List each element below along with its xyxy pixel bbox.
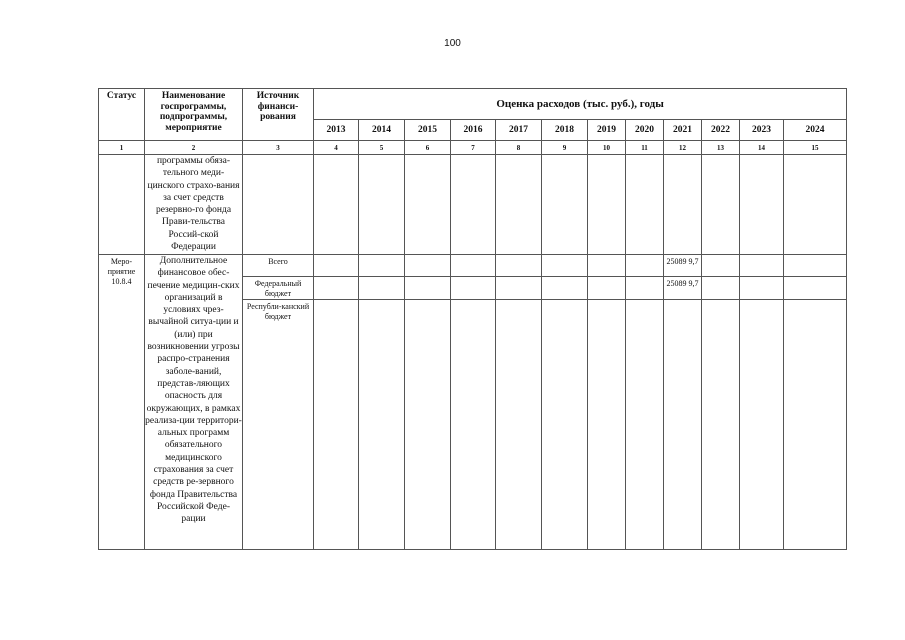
source-cell: Федеральный бюджет <box>243 277 314 300</box>
continuation-name <box>145 155 243 255</box>
empty-cell <box>496 155 542 255</box>
column-number: 2 <box>145 141 243 155</box>
column-number: 10 <box>588 141 626 155</box>
column-number: 6 <box>405 141 451 155</box>
source-cell: Республи-канский бюджет <box>243 300 314 550</box>
continuation-row <box>99 155 847 255</box>
column-number: 3 <box>243 141 314 155</box>
year-header: 2014 <box>359 120 405 141</box>
empty-cell <box>542 155 588 255</box>
empty-cell <box>702 155 740 255</box>
column-number-row <box>99 141 847 155</box>
budget-table <box>98 88 847 550</box>
year-header: 2024 <box>784 120 847 141</box>
empty-cell <box>243 155 314 255</box>
column-number: 1 <box>99 141 145 155</box>
year-header: 2023 <box>740 120 784 141</box>
column-number: 12 <box>664 141 702 155</box>
year-header: 2018 <box>542 120 588 141</box>
year-header: 2013 <box>314 120 359 141</box>
column-number: 4 <box>314 141 359 155</box>
empty-cell <box>359 155 405 255</box>
column-number: 8 <box>496 141 542 155</box>
header-expenses: Оценка расходов (тыс. руб.), годы <box>314 89 847 120</box>
page-number: 100 <box>444 38 461 49</box>
column-number: 11 <box>626 141 664 155</box>
empty-cell <box>626 155 664 255</box>
value-2021: 25089 9,7 <box>664 255 702 277</box>
column-number: 13 <box>702 141 740 155</box>
measure-name: Дополнительное финансовое обес-печение медицин-ских организаций в условиях чрез-вычайной ситуа-ции и (или) при возникновении угрозы распро-странения заболе-ваний, представ-ляющих опасность для окружающих, в рамках реализа-ции территори-альных программ обязательного медицинского страхования за счет средств ре-зервного фонда Правительства Российской Феде-рации <box>145 255 243 550</box>
empty-cell <box>405 155 451 255</box>
year-header: 2017 <box>496 120 542 141</box>
header-name: Наименование госпрограммы, подпрограммы, мероприятие <box>145 89 243 141</box>
continuation-name-text: программы обяза-тельного меди-цинского страхо-вания за счет средств резервно-го фонда Прави-тельства Россий-ской Федерации <box>147 156 240 253</box>
header-status: Статус <box>99 89 145 141</box>
column-number: 15 <box>784 141 847 155</box>
measure-status: Меро-приятие 10.8.4 <box>99 255 145 550</box>
value-2021 <box>664 300 702 550</box>
source-cell: Всего <box>243 255 314 277</box>
column-number: 9 <box>542 141 588 155</box>
year-header: 2015 <box>405 120 451 141</box>
column-number: 5 <box>359 141 405 155</box>
year-header: 2022 <box>702 120 740 141</box>
empty-cell <box>784 155 847 255</box>
column-number: 14 <box>740 141 784 155</box>
empty-cell <box>588 155 626 255</box>
year-header: 2021 <box>664 120 702 141</box>
year-header: 2019 <box>588 120 626 141</box>
year-header: 2016 <box>451 120 496 141</box>
empty-cell <box>314 155 359 255</box>
measure-row-total <box>99 255 847 277</box>
empty-cell <box>99 155 145 255</box>
value-2021: 25089 9,7 <box>664 277 702 300</box>
empty-cell <box>451 155 496 255</box>
empty-cell <box>740 155 784 255</box>
year-header: 2020 <box>626 120 664 141</box>
header-source: Источник финанси-рования <box>243 89 314 141</box>
column-number: 7 <box>451 141 496 155</box>
empty-cell <box>664 155 702 255</box>
header-row-top <box>99 89 847 120</box>
